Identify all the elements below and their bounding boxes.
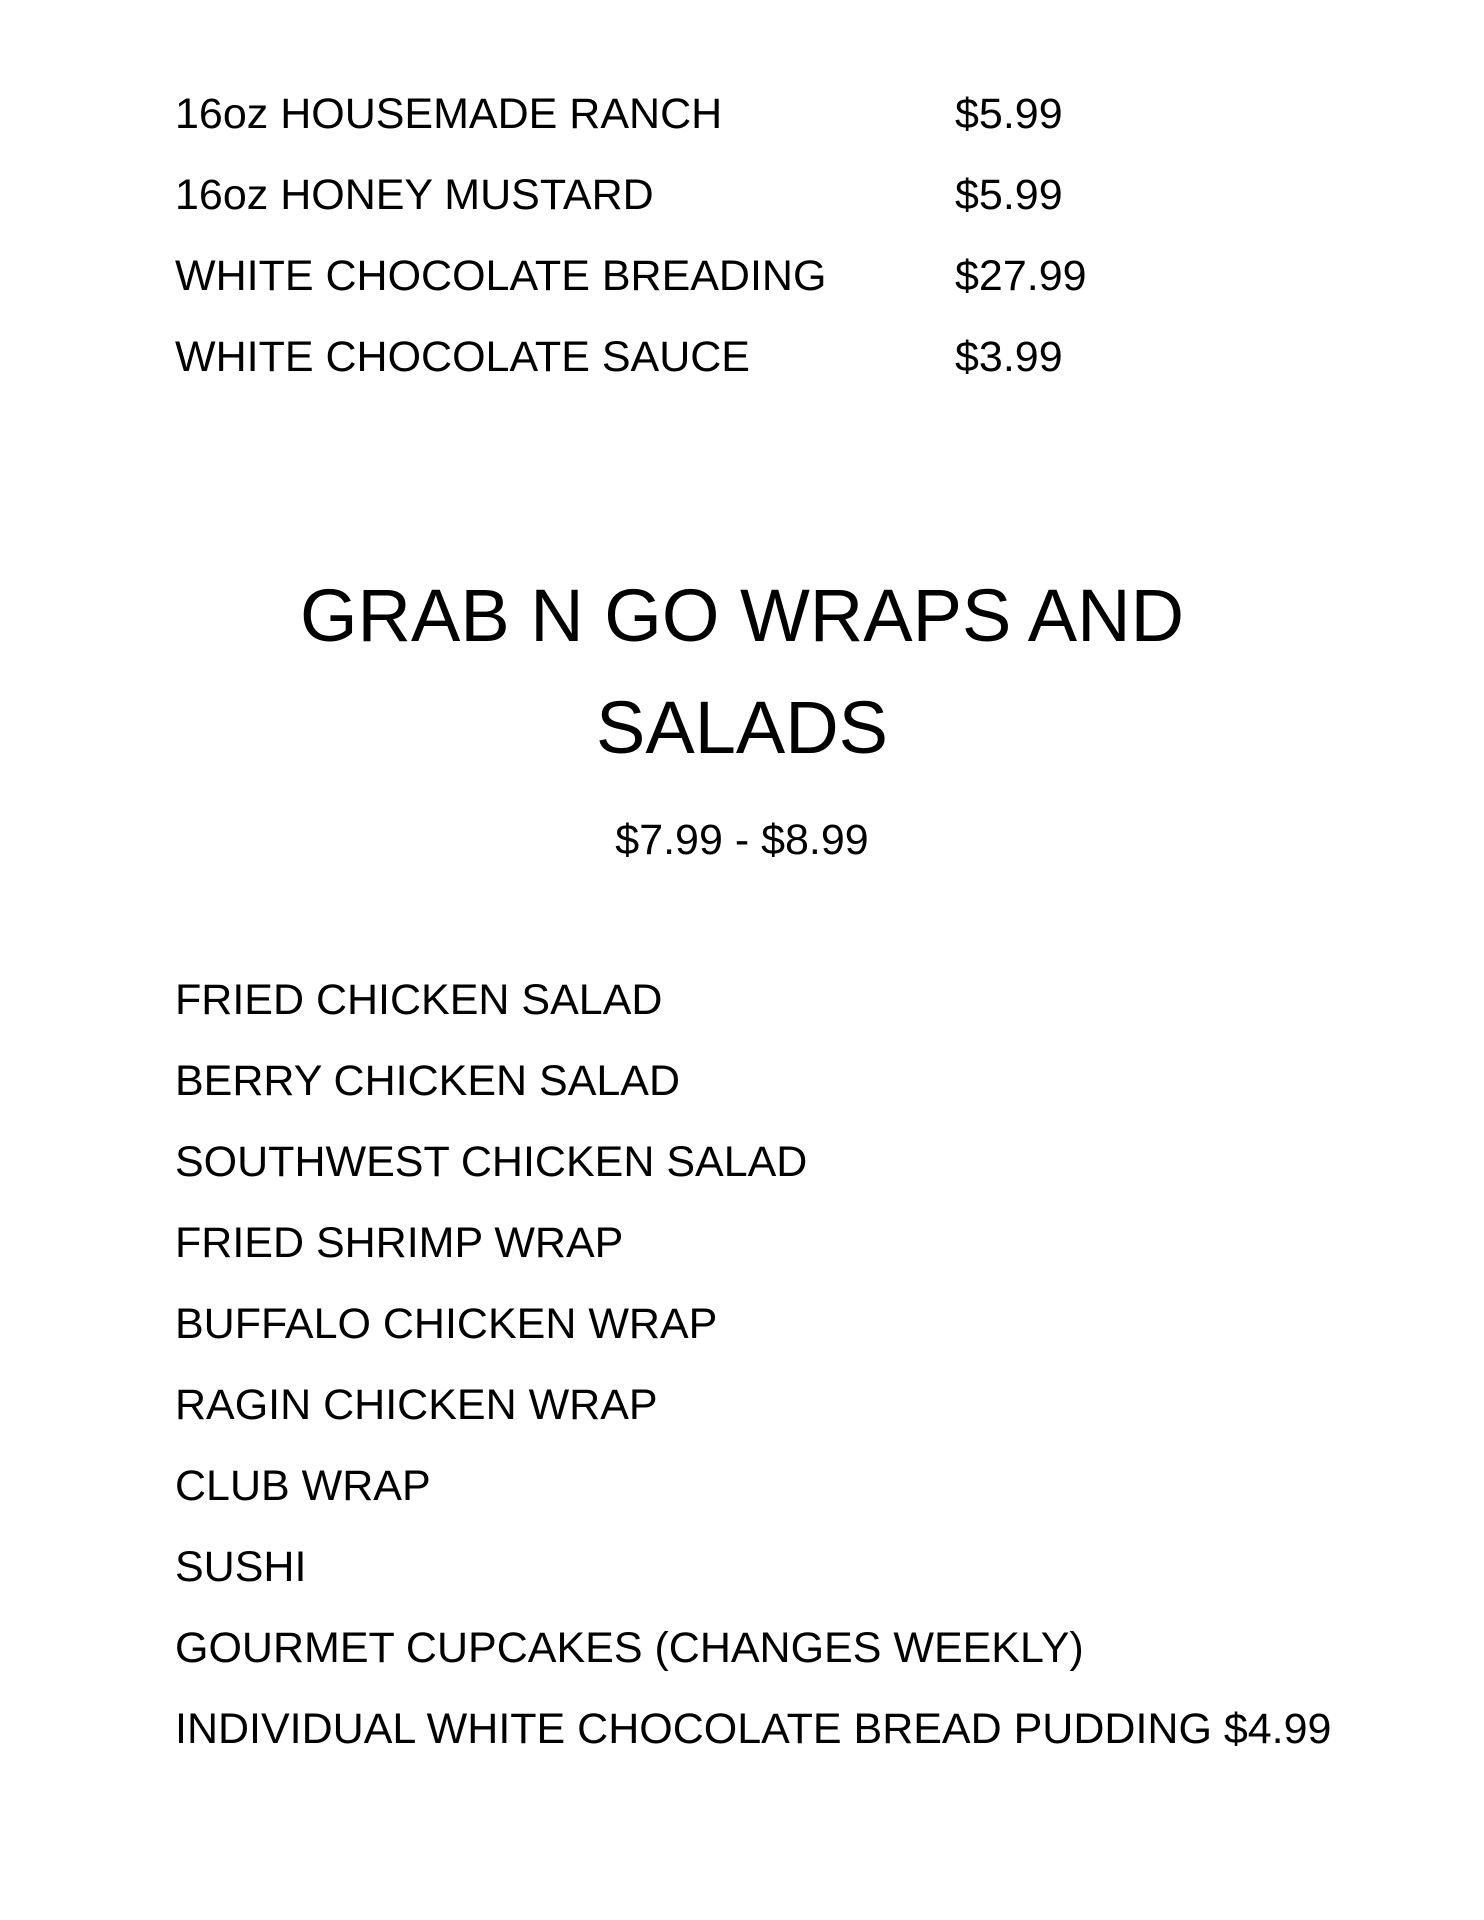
item-name: WHITE CHOCOLATE BREADING bbox=[175, 252, 827, 300]
priced-item-row bbox=[175, 317, 1325, 398]
list-item: FRIED CHICKEN SALAD bbox=[175, 976, 663, 1024]
priced-item-row bbox=[175, 74, 1325, 155]
item-price: $27.99 bbox=[955, 252, 1087, 300]
section-title-line-2: SALADS bbox=[595, 686, 889, 769]
item-price: $5.99 bbox=[955, 171, 1063, 219]
list-item: SOUTHWEST CHICKEN SALAD bbox=[175, 1138, 808, 1186]
list-item: FRIED SHRIMP WRAP bbox=[175, 1219, 624, 1267]
list-item: BUFFALO CHICKEN WRAP bbox=[175, 1300, 718, 1348]
list-item: BERRY CHICKEN SALAD bbox=[175, 1057, 681, 1105]
item-name: 16oz HOUSEMADE RANCH bbox=[175, 90, 723, 138]
item-price: $5.99 bbox=[955, 90, 1063, 138]
section-item-list bbox=[175, 960, 1375, 1770]
section-price-range: $7.99 - $8.99 bbox=[615, 816, 869, 864]
item-price: $3.99 bbox=[955, 333, 1063, 381]
list-item: RAGIN CHICKEN WRAP bbox=[175, 1381, 658, 1429]
section-title-line-1: GRAB N GO WRAPS AND bbox=[299, 574, 1185, 657]
item-name: 16oz HONEY MUSTARD bbox=[175, 171, 654, 219]
list-item: INDIVIDUAL WHITE CHOCOLATE BREAD PUDDING $4.99 bbox=[175, 1705, 1332, 1753]
list-item: CLUB WRAP bbox=[175, 1462, 431, 1510]
priced-item-list bbox=[175, 74, 1325, 398]
list-item: SUSHI bbox=[175, 1543, 307, 1591]
priced-item-row bbox=[175, 236, 1325, 317]
item-name: WHITE CHOCOLATE SAUCE bbox=[175, 333, 750, 381]
list-item: GOURMET CUPCAKES (CHANGES WEEKLY) bbox=[175, 1624, 1084, 1672]
section-title bbox=[0, 560, 1484, 784]
priced-item-row bbox=[175, 155, 1325, 236]
